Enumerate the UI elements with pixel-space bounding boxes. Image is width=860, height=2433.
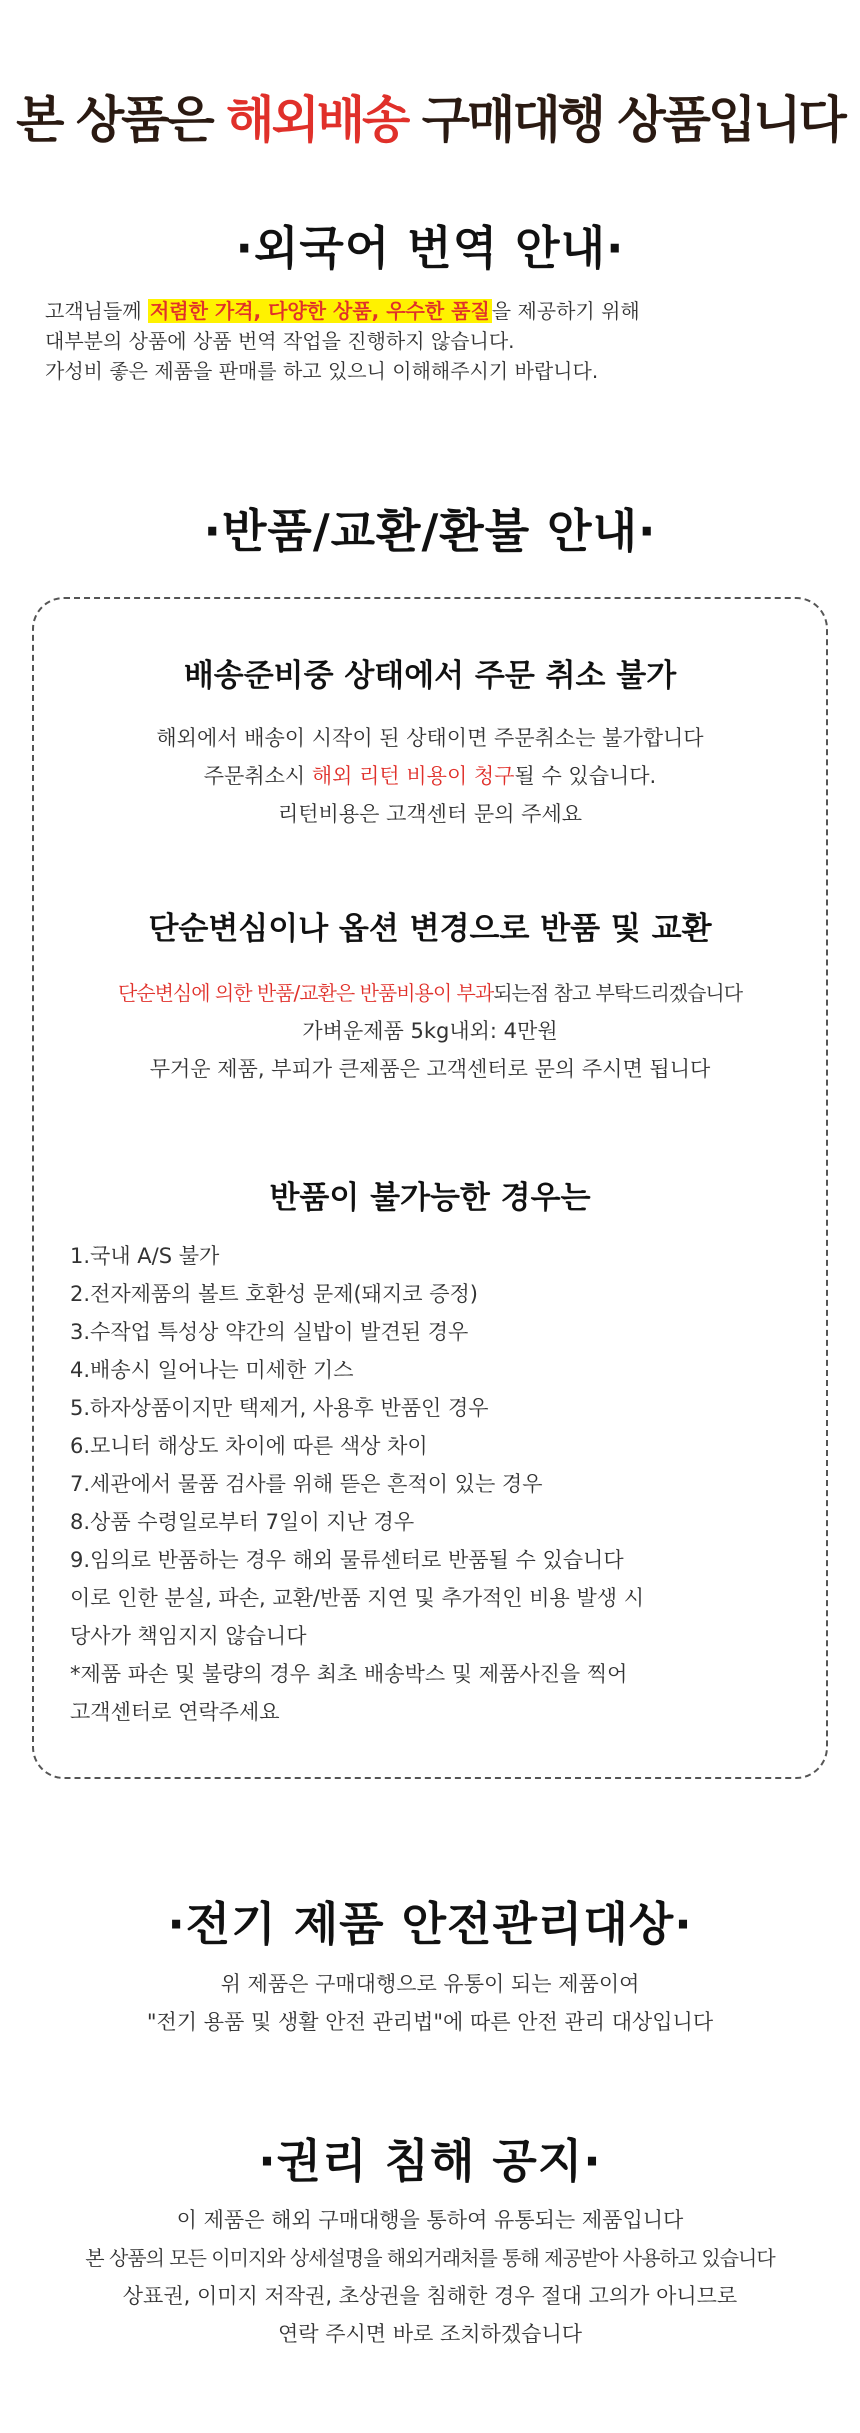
list-item: 8.상품 수령일로부터 7일이 지난 경우 (70, 1510, 415, 1534)
return-fee-warning: 해외 리턴 비용이 청구 (311, 764, 515, 788)
cancel-line-2-pre: 주문취소시 (203, 764, 312, 788)
change-line-1-post: 되는점 참고 부탁드리겠습니다 (493, 981, 743, 1005)
list-item: 고객센터로 연락주세요 (70, 1700, 280, 1724)
change-line-3: 무거운 제품, 부피가 큰제품은 고객센터로 문의 주시면 됩니다 (149, 1057, 711, 1081)
non-returnable-title: 반품이 불가능한 경우는 (269, 1180, 591, 1216)
electric-line-1: 위 제품은 구매대행으로 유통이 되는 제품이여 (220, 1972, 640, 1996)
list-item: 2.전자제품의 볼트 호환성 문제(돼지코 증정) (70, 1282, 478, 1306)
cancel-unavailable-text (0, 719, 860, 833)
electric-safety-heading: ·전기 제품 안전관리대상· (167, 1897, 693, 1951)
non-returnable-list (70, 1237, 770, 1731)
list-item: 7.세관에서 물품 검사를 위해 뜯은 흔적이 있는 경우 (70, 1472, 543, 1496)
rights-line-1: 이 제품은 해외 구매대행을 통하여 유통되는 제품입니다 (176, 2208, 684, 2232)
foreign-line-3: 가성비 좋은 제품을 판매를 하고 있으니 이해해주시기 바랍니다. (45, 359, 599, 383)
foreign-line-2: 대부분의 상품에 상품 번역 작업을 진행하지 않습니다. (45, 329, 515, 353)
foreign-language-notice (45, 296, 845, 386)
list-item: 6.모니터 해상도 차이에 따른 색상 차이 (70, 1434, 428, 1458)
change-of-mind-title: 단순변심이나 옵션 변경으로 반품 및 교환 (148, 911, 712, 947)
cancel-line-2 (0, 757, 860, 795)
return-policy-heading: ·반품/교환/환불 안내· (203, 504, 657, 558)
foreign-language-heading: ·외국어 번역 안내· (235, 221, 625, 275)
electric-line-2: "전기 용품 및 생활 안전 관리법"에 따른 안전 관리 대상입니다 (146, 2010, 714, 2034)
rights-notice-text (0, 2201, 860, 2353)
cancel-unavailable-title: 배송준비중 상태에서 주문 취소 불가 (183, 658, 677, 694)
electric-safety-text (0, 1965, 860, 2041)
list-item: 3.수작업 특성상 약간의 실밥이 발견된 경우 (70, 1320, 469, 1344)
list-item: 9.임의로 반품하는 경우 해외 물류센터로 반품될 수 있습니다 (70, 1548, 624, 1572)
foreign-line-1-pre: 고객님들께 (45, 299, 148, 323)
change-line-1 (0, 974, 860, 1012)
list-item: 4.배송시 일어나는 미세한 기스 (70, 1358, 354, 1382)
return-charge-warning: 단순변심에 의한 반품/교환은 반품비용이 부과 (117, 981, 494, 1005)
banner-text-1: 본 상품은 (16, 91, 227, 149)
list-item: 이로 인한 분실, 파손, 교환/반품 지연 및 추가적인 비용 발생 시 (70, 1586, 645, 1610)
foreign-line-1 (45, 296, 845, 326)
rights-line-2: 본 상품의 모든 이미지와 상세설명을 해외거래처를 통해 제공받아 사용하고 있습니다 (85, 2246, 775, 2270)
banner-text-2: 구매대행 상품입니다 (407, 91, 844, 149)
list-item: *제품 파손 및 불량의 경우 최초 배송박스 및 제품사진을 찍어 (70, 1662, 628, 1686)
cancel-line-2-post: 될 수 있습니다. (514, 764, 657, 788)
foreign-line-1-post: 을 제공하기 위해 (491, 299, 640, 323)
cancel-line-3: 리턴비용은 고객센터 문의 주세요 (277, 802, 583, 826)
change-line-2: 가벼운제품 5kg내외: 4만원 (302, 1019, 558, 1043)
rights-notice-heading: ·권리 침해 공지· (258, 2134, 602, 2188)
foreign-highlight: 저렴한 가격, 다양한 상품, 우수한 품질 (149, 299, 490, 323)
change-of-mind-text (0, 974, 860, 1088)
list-item: 당사가 책임지지 않습니다 (70, 1624, 307, 1648)
cancel-line-1: 해외에서 배송이 시작이 된 상태이면 주문취소는 불가합니다 (156, 726, 704, 750)
rights-line-4: 연락 주시면 바로 조치하겠습니다 (277, 2322, 583, 2346)
list-item: 5.하자상품이지만 택제거, 사용후 반품인 경우 (70, 1396, 489, 1420)
banner-highlight: 해외배송 (226, 91, 408, 149)
purchase-agency-banner (0, 80, 860, 152)
rights-line-3: 상표권, 이미지 저작권, 초상권을 침해한 경우 절대 고의가 아니므로 (122, 2284, 738, 2308)
list-item: 1.국내 A/S 불가 (70, 1244, 220, 1268)
